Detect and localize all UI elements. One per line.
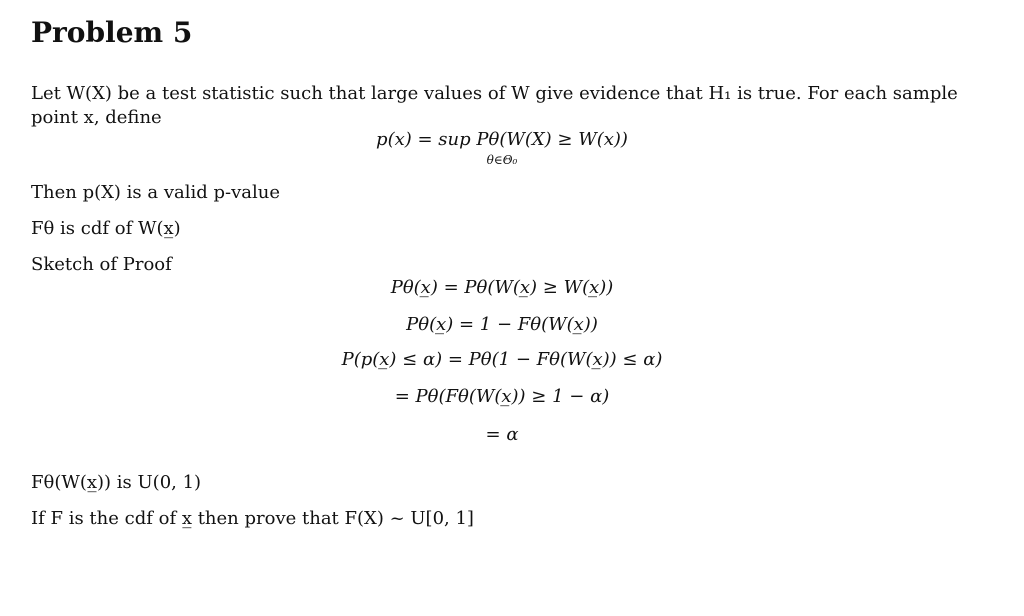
prove-statement-line: If F is the cdf of x̲ then prove that F(X) ~ U[0, 1] bbox=[31, 508, 474, 529]
proof-step-3: P(p(x̲) ≤ α) = Pθ(1 − Fθ(W(x̲)) ≤ α) bbox=[341, 349, 663, 370]
cdf-definition-line: Fθ is cdf of W(x̲) bbox=[31, 218, 181, 239]
sketch-heading: Sketch of Proof bbox=[31, 254, 172, 275]
proof-step-4: = Pθ(Fθ(W(x̲)) ≥ 1 − α) bbox=[394, 386, 610, 407]
uniform-claim-line: Fθ(W(x̲)) is U(0, 1) bbox=[31, 472, 202, 493]
valid-pvalue-line: Then p(X) is a valid p-value bbox=[31, 182, 281, 203]
proof-step-5: = α bbox=[485, 424, 519, 445]
pvalue-definition-equation: p(x) = sup Pθ(W(X) ≥ W(x)) bbox=[376, 129, 628, 150]
sup-subscript: θ∈Θ₀ bbox=[486, 153, 518, 167]
proof-step-2: Pθ(x̲) = 1 − Fθ(W(x̲)) bbox=[406, 314, 598, 335]
proof-step-1: Pθ(x̲) = Pθ(W(x̲) ≥ W(x̲)) bbox=[390, 277, 614, 298]
problem-title: Problem 5 bbox=[31, 16, 193, 49]
intro-paragraph: Let W(X) be a test statistic such that large values of W give evidence that H₁ is true. For each sample point x, define bbox=[31, 83, 958, 128]
